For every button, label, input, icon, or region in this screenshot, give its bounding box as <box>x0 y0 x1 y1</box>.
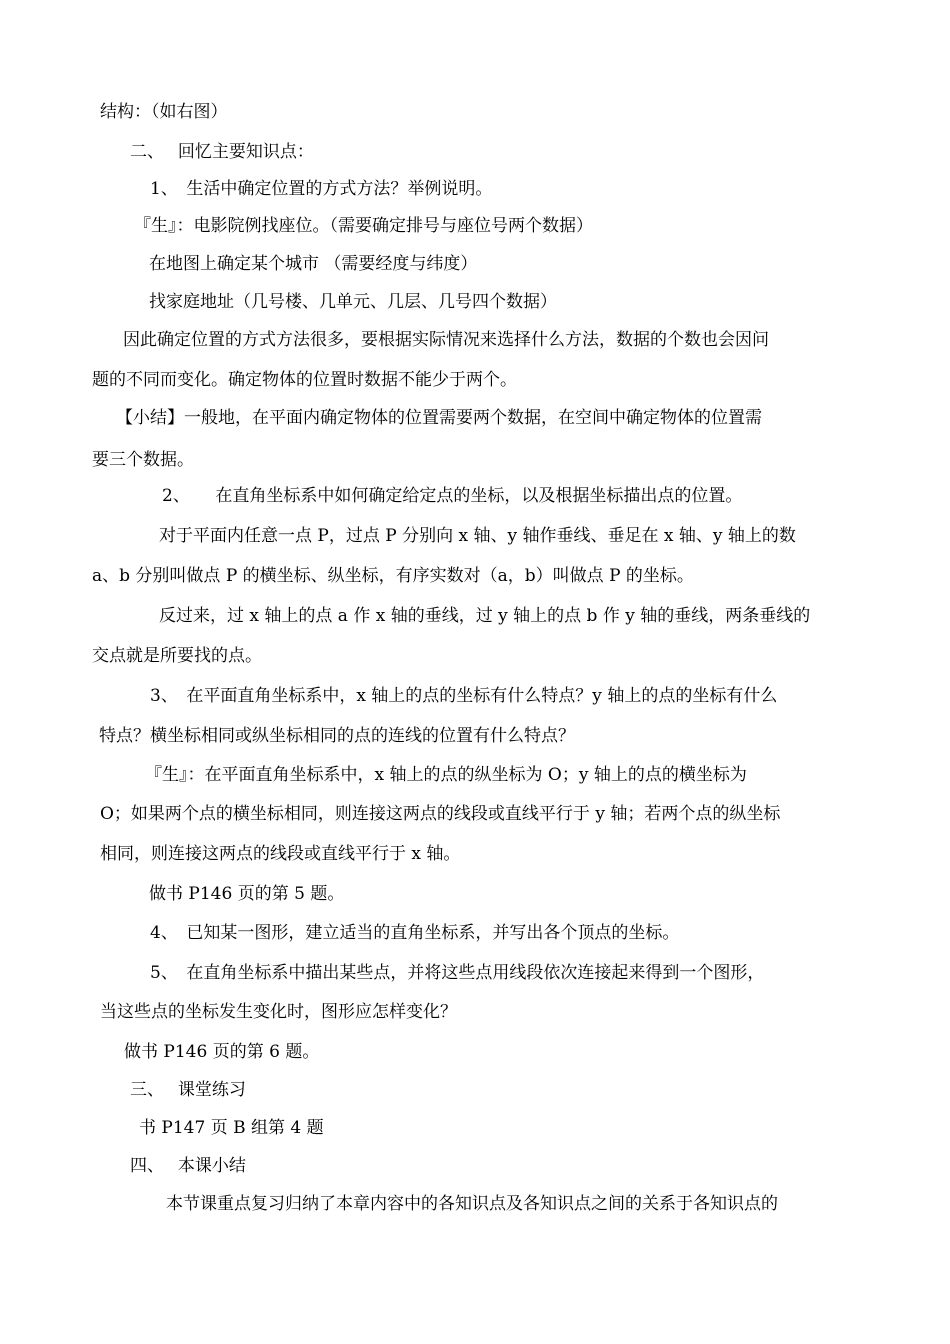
item-5-heading-line2: 当这些点的坐标发生变化时，图形应怎样变化？ <box>100 1002 457 1022</box>
item-1-heading: 1、 生活中确定位置的方式方法？举例说明。 <box>150 179 493 199</box>
exercise-p146-6: 做书 P146 页的第 6 题。 <box>124 1042 320 1062</box>
section-heading-practice: 三、 课堂练习 <box>130 1080 246 1100</box>
summary-line1: 【小结】一般地，在平面内确定物体的位置需要两个数据，在空间中确定物体的位置需 <box>116 408 762 428</box>
coordinate-definition-line1: 对于平面内任意一点 P，过点 P 分别向 x 轴、y 轴作垂线、垂足在 x 轴、y 轴上的数 <box>159 526 796 546</box>
paragraph-methods-line2: 题的不同而变化。确定物体的位置时数据不能少于两个。 <box>92 370 517 390</box>
reverse-process-line2: 交点就是所要找的点。 <box>92 646 262 666</box>
student-answer-axes-line2: O；如果两个点的横坐标相同，则连接这两点的线段或直线平行于 y 轴；若两个点的纵坐标 <box>100 804 781 824</box>
student-answer-cinema: 『生』：电影院例找座位。（需要确定排号与座位号两个数据） <box>134 216 593 236</box>
section-heading-summary: 四、 本课小结 <box>130 1156 246 1176</box>
section-heading-review: 二、 回忆主要知识点： <box>130 142 314 162</box>
item-2-heading: 2、 在直角坐标系中如何确定给定点的坐标，以及根据坐标描出点的位置。 <box>162 486 743 506</box>
paragraph-methods-line1: 因此确定位置的方式方法很多，要根据实际情况来选择什么方法，数据的个数也会因问 <box>123 330 769 350</box>
student-answer-axes-line1: 『生』：在平面直角坐标系中，x 轴上的点的纵坐标为 O；y 轴上的点的横坐标为 <box>145 765 747 785</box>
item-3-heading-line2: 特点？横坐标相同或纵坐标相同的点的连线的位置有什么特点？ <box>99 726 575 746</box>
summary-line2: 要三个数据。 <box>92 450 194 470</box>
reverse-process-line1: 反过来，过 x 轴上的点 a 作 x 轴的垂线，过 y 轴上的点 b 作 y 轴的垂线，两条垂线的 <box>159 606 811 626</box>
student-answer-axes-line3: 相同，则连接这两点的线段或直线平行于 x 轴。 <box>100 844 461 864</box>
exercise-p147-b4: 书 P147 页 B 组第 4 题 <box>139 1118 324 1138</box>
answer-home-address: 找家庭地址（几号楼、几单元、几层、几号四个数据） <box>149 292 557 312</box>
structure-line: 结构：（如右图） <box>100 102 228 122</box>
item-3-heading-line1: 3、 在平面直角坐标系中，x 轴上的点的坐标有什么特点？y 轴上的点的坐标有什么 <box>150 686 778 706</box>
item-5-heading-line1: 5、 在直角坐标系中描出某些点，并将这些点用线段依次连接起来得到一个图形， <box>150 963 765 983</box>
summary-paragraph-line1: 本节课重点复习归纳了本章内容中的各知识点及各知识点之间的关系于各知识点的 <box>166 1194 778 1214</box>
exercise-p146-5: 做书 P146 页的第 5 题。 <box>149 884 345 904</box>
item-4-heading: 4、 已知某一图形，建立适当的直角坐标系，并写出各个顶点的坐标。 <box>150 923 680 943</box>
answer-map-city: 在地图上确定某个城市 （需要经度与纬度） <box>149 254 478 274</box>
coordinate-definition-line2: a、b 分别叫做点 P 的横坐标、纵坐标，有序实数对（a，b）叫做点 P 的坐标。 <box>92 566 694 586</box>
